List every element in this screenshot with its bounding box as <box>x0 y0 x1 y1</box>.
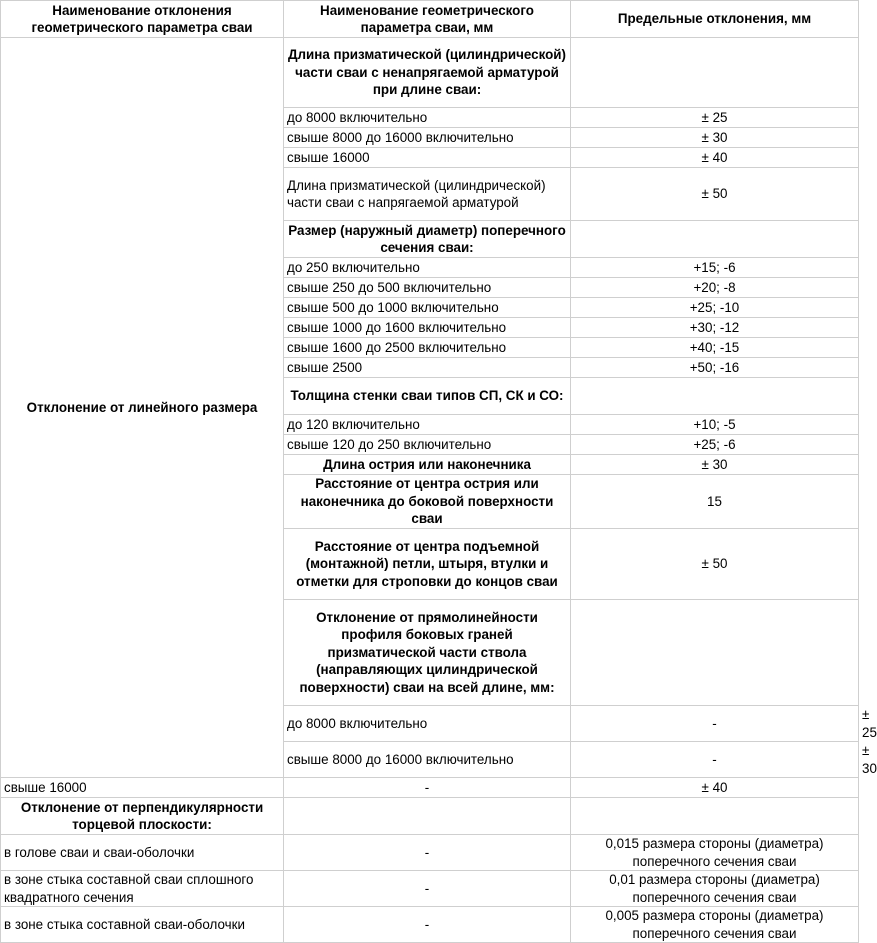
header-col3: Предельные отклонения, мм <box>571 1 859 38</box>
value-cell: ± 40 <box>571 148 859 168</box>
param-cell: свыше 8000 до 16000 включительно <box>284 128 571 148</box>
label-cell: свыше 8000 до 16000 включительно <box>284 742 571 778</box>
value-cell: +20; -8 <box>571 278 859 298</box>
wall-heading: Толщина стенки сваи типов СП, СК и СО: <box>284 378 571 415</box>
value-cell: +50; -16 <box>571 358 859 378</box>
section-heading: Размер (наружный диаметр) поперечного сечения сваи: <box>284 221 571 258</box>
value-cell: ± 30 <box>571 128 859 148</box>
value-cell: ± 50 <box>571 168 859 221</box>
param-cell: до 250 включительно <box>284 258 571 278</box>
value-cell: 0,01 размера стороны (диаметра) поперечного сечения сваи <box>571 871 859 907</box>
value-cell: +30; -12 <box>571 318 859 338</box>
empty-cell <box>571 600 859 706</box>
param-cell: - <box>284 871 571 907</box>
table-row: до 8000 включительно - ± 25 <box>1 706 859 742</box>
loop-offset-param: Расстояние от центра подъемной (монтажной) петли, штыря, втулки и отметки для строповки до концов сваи <box>284 529 571 600</box>
value-cell: 0,005 размера стороны (диаметра) поперечного сечения сваи <box>571 907 859 943</box>
linear-group-label: Отклонение от линейного размера <box>1 38 284 778</box>
value-cell: 15 <box>571 475 859 529</box>
label-cell: в зоне стыка составной сваи сплошного квадратного сечения <box>1 871 284 907</box>
straightness-heading: Отклонение от прямолинейности профиля боковых граней призматической части ствола (направляющих цилиндрической поверхности) сваи на всей длине, мм: <box>284 600 571 706</box>
empty-cell <box>571 378 859 415</box>
empty-cell <box>571 221 859 258</box>
value-cell: 0,015 размера стороны (диаметра) поперечного сечения сваи <box>571 835 859 871</box>
param-cell: Длина призматической (цилиндрической) части сваи с напрягаемой арматурой <box>284 168 571 221</box>
value-cell: +25; -10 <box>571 298 859 318</box>
param-cell: свыше 120 до 250 включительно <box>284 435 571 455</box>
tip-length-param: Длина острия или наконечника <box>284 455 571 475</box>
table-row <box>1 871 859 907</box>
header-col1: Наименование отклонения геометрического параметра сваи <box>1 1 284 38</box>
value-cell: ± 30 <box>571 455 859 475</box>
param-cell: свыше 16000 <box>284 148 571 168</box>
param-cell: до 120 включительно <box>284 415 571 435</box>
param-cell: - <box>571 706 859 742</box>
tip-offset-param: Расстояние от центра острия или наконечника до боковой поверхности сваи <box>284 475 571 529</box>
value-cell: +10; -5 <box>571 415 859 435</box>
param-cell: - <box>284 835 571 871</box>
table-row <box>1 778 859 798</box>
value-cell: ± 50 <box>571 529 859 600</box>
value-cell: +25; -6 <box>571 435 859 455</box>
empty-cell <box>284 798 571 835</box>
param-cell: - <box>284 778 571 798</box>
table-row: свыше 8000 до 16000 включительно - ± 30 <box>1 742 859 778</box>
value-cell: ± 40 <box>571 778 859 798</box>
table-row <box>1 907 859 943</box>
header-col2: Наименование геометрического параметра сваи, мм <box>284 1 571 38</box>
param-cell: - <box>571 742 859 778</box>
perpendicularity-heading: Отклонение от перпендикулярности торцевой плоскости: <box>1 798 284 835</box>
value-cell: +40; -15 <box>571 338 859 358</box>
header-row <box>1 1 859 38</box>
table-row <box>1 38 859 108</box>
empty-cell <box>571 38 859 108</box>
empty-cell <box>571 798 859 835</box>
table-row <box>1 835 859 871</box>
param-cell: до 8000 включительно <box>284 108 571 128</box>
param-cell: - <box>284 907 571 943</box>
param-cell: свыше 1000 до 1600 включительно <box>284 318 571 338</box>
param-cell: свыше 500 до 1000 включительно <box>284 298 571 318</box>
value-cell: ± 25 <box>571 108 859 128</box>
param-cell: свыше 1600 до 2500 включительно <box>284 338 571 358</box>
param-cell: свыше 2500 <box>284 358 571 378</box>
label-cell: в голове сваи и сваи-оболочки <box>1 835 284 871</box>
table-row <box>1 798 859 835</box>
value-cell: +15; -6 <box>571 258 859 278</box>
param-cell: свыше 250 до 500 включительно <box>284 278 571 298</box>
label-cell: до 8000 включительно <box>284 706 571 742</box>
label-cell: свыше 16000 <box>1 778 284 798</box>
label-cell: в зоне стыка составной сваи-оболочки <box>1 907 284 943</box>
length-heading: Длина призматической (цилиндрической) части сваи с ненапрягаемой арматурой при длине сваи: <box>284 38 571 108</box>
